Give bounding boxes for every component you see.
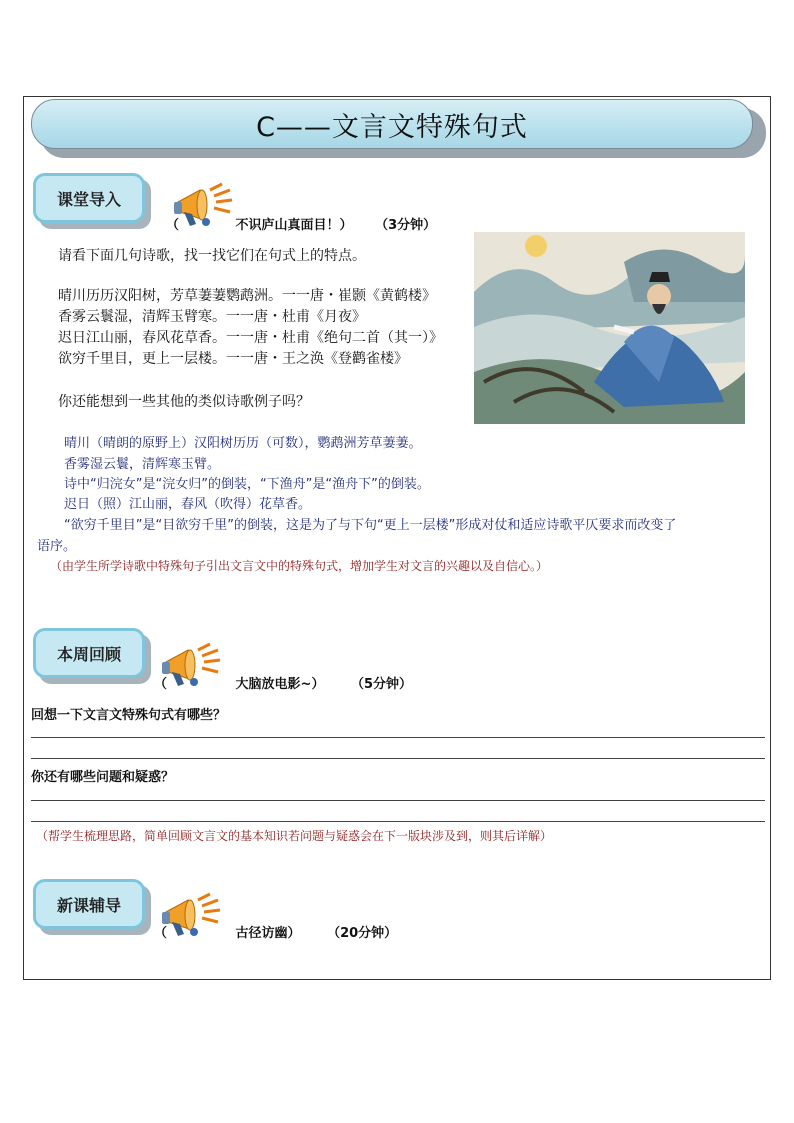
section-heading-label: 新课辅导 <box>56 895 121 915</box>
section-heading-label: 本周回顾 <box>56 644 121 664</box>
answer-rule <box>31 821 765 822</box>
section-heading-new <box>33 879 151 935</box>
page-title: C——文言文特殊句式 <box>256 111 528 143</box>
review-subtitle: （ 大脑放电影~） （5分钟） <box>154 677 413 692</box>
answer-line: 香雾湿云鬟，清辉寒玉臂。 <box>64 457 221 472</box>
review-question: 回想一下文言文特殊句式有哪些？ <box>31 708 227 723</box>
intro-subtitle: （ 不识庐山真面目！） （3分钟） <box>166 218 437 233</box>
new-subtitle: （ 古径访幽） （20分钟） <box>154 926 398 941</box>
teacher-note: （帮学生梳理思路，简单回顾文言文的基本知识若问题与疑惑会在下一版块涉及到，则其后详解） <box>36 829 553 843</box>
answer-rule <box>31 800 765 801</box>
answer-line: 迟日（照）江山丽，春风（吹得）花草香。 <box>64 497 312 512</box>
poet-painting-image <box>474 232 745 424</box>
answer-line: “欲穷千里目”是“目欲穷千里”的倒装，这是为了与下句“更上一层楼”形成对仗和适应诗歌平仄要求而改变了 <box>64 518 677 533</box>
poem-line: 香雾云鬟湿，清辉玉臂寒。一一唐・杜甫《月夜》 <box>58 309 366 325</box>
section-heading-review <box>33 628 151 684</box>
teacher-note: （由学生所学诗歌中特殊句子引出文言文中的特殊句式，增加学生对文言的兴趣以及自信心。） <box>50 559 549 573</box>
review-question: 你还有哪些问题和疑惑？ <box>31 770 175 785</box>
section-heading-intro <box>33 173 151 229</box>
answer-line: 诗中“归浣女”是“浣女归”的倒装，“下渔舟”是“渔舟下”的倒装。 <box>64 477 430 492</box>
answer-rule <box>31 758 765 759</box>
poem-line: 欲穷千里目，更上一层楼。一一唐・王之涣《登鹳雀楼》 <box>58 351 408 367</box>
answer-rule <box>31 737 765 738</box>
intro-question: 你还能想到一些其他的类似诗歌例子吗？ <box>58 394 310 410</box>
poem-line: 晴川历历汉阳树，芳草萋萋鹦鹉洲。一一唐・崔颢《黄鹤楼》 <box>58 288 436 304</box>
answer-line: 语序。 <box>37 539 77 554</box>
section-heading-label: 课堂导入 <box>56 189 121 209</box>
title-banner <box>31 99 753 149</box>
intro-prompt: 请看下面几句诗歌，找一找它们在句式上的特点。 <box>58 248 366 264</box>
answer-line: 晴川（晴朗的原野上）汉阳树历历（可数），鹦鹉洲芳草萋萋。 <box>64 436 422 451</box>
poem-line: 迟日江山丽，春风花草香。一一唐・杜甫《绝句二首（其一）》 <box>58 330 443 346</box>
